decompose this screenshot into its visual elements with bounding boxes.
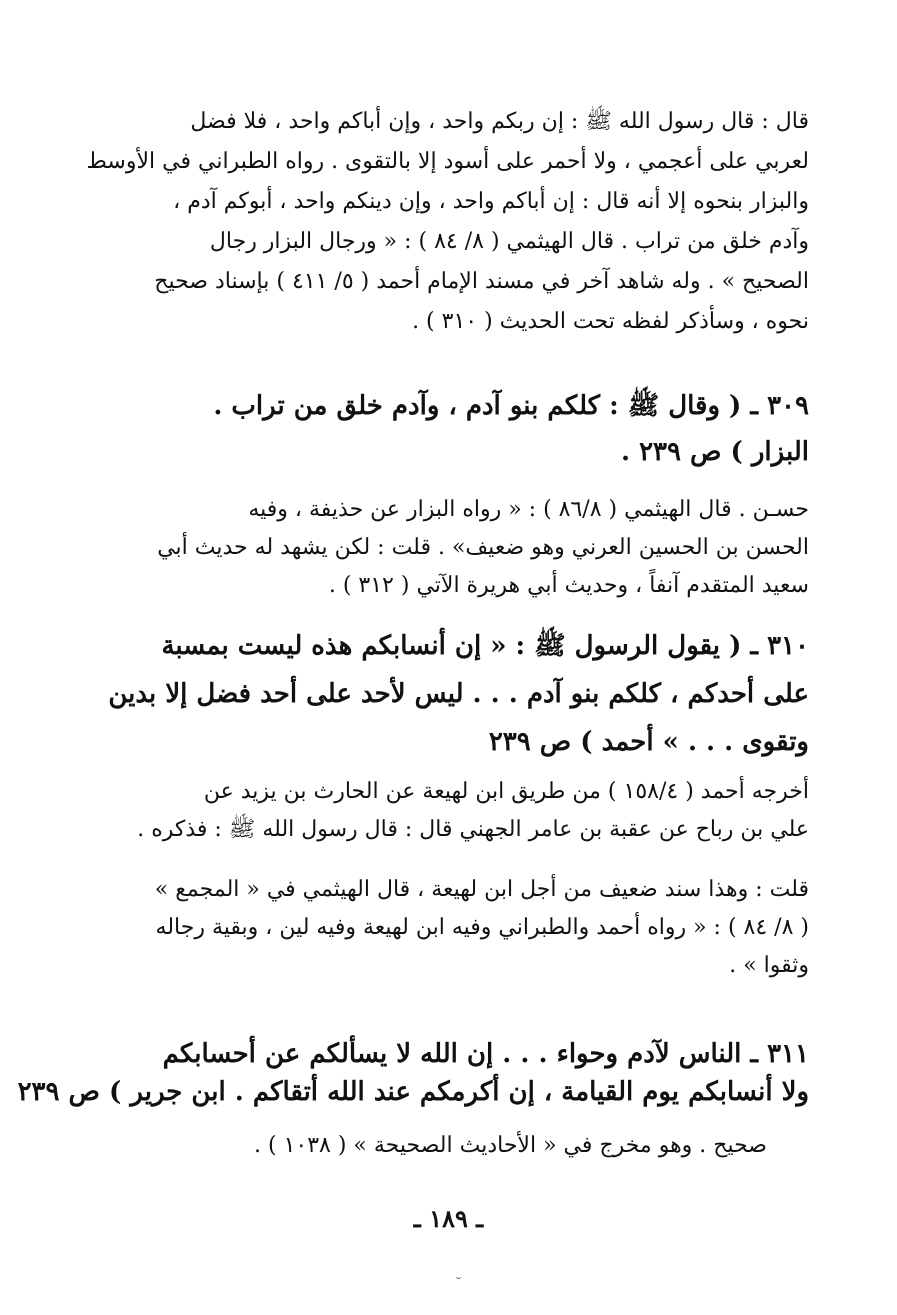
text-line: ( ٨/ ٨٤ ) : « رواه أحمد والطبراني وفيه ابن لهيعة وفيه لين ، وبقية رجاله (155, 915, 809, 940)
text-line: ٣٠٩ ـ ( وقال ﷺ : كلكم بنو آدم ، وآدم خلق من تراب . (213, 391, 809, 421)
text-line: سعيد المتقدم آنفاً ، وحديث أبي هريرة الآتي ( ٣١٢ ) . (328, 573, 809, 598)
scan-mark: ˘ (455, 1276, 462, 1292)
text-line: لعربي على أعجمي ، ولا أحمر على أسود إلا بالتقوى . رواه الطبراني في الأوسط (86, 149, 809, 174)
text-line: صحيح . وهو مخرج في « الأحاديث الصحيحة » ( ١٠٣٨ ) . (254, 1133, 767, 1158)
text-line: علي بن رباح عن عقبة بن عامر الجهني قال : قال رسول الله ﷺ : فذكره . (137, 817, 809, 842)
text-line: نحوه ، وسأذكر لفظه تحت الحديث ( ٣١٠ ) . (412, 309, 809, 334)
text-line: ٣١١ ـ الناس لآدم وحواء . . . إن الله لا يسألكم عن أحسابكم (162, 1039, 809, 1069)
text-line: وآدم خلق من تراب . قال الهيثمي ( ٨/ ٨٤ ) : « ورجال البزار رجال (209, 229, 809, 254)
text-line: الحسن بن الحسين العرني وهو ضعيف» . قلت : لكن يشهد له حديث أبي (157, 535, 809, 560)
text-line: ولا أنسابكم يوم القيامة ، إن أكرمكم عند الله أتقاكم . ابن جرير ) ص ٢٣٩ (17, 1077, 809, 1107)
text-line: الصحيح » . وله شاهد آخر في مسند الإمام أحمد ( ٥/ ٤١١ ) بإسناد صحيح (154, 269, 809, 294)
text-line: قال : قال رسول الله ﷺ : إن ربكم واحد ، وإن أباكم واحد ، فلا فضل (190, 109, 809, 134)
text-line: وتقوى . . . » أحمد ) ص ٢٣٩ (488, 727, 809, 757)
text-line: على أحدكم ، كلكم بنو آدم . . . ليس لأحد على أحد فضل إلا بدين (108, 679, 809, 709)
page-number: ـ ١٨٩ ـ (413, 1204, 484, 1233)
text-line: أخرجه أحمد ( ١٥٨/٤ ) من طريق ابن لهيعة عن الحارث بن يزيد عن (203, 779, 809, 804)
text-line: قلت : وهذا سند ضعيف من أجل ابن لهيعة ، قال الهيثمي في « المجمع » (154, 877, 809, 902)
text-line: وثقوا » . (729, 953, 809, 978)
text-line: ٣١٠ ـ ( يقول الرسول ﷺ : « إن أنسابكم هذه ليست بمسبة (161, 631, 809, 661)
text-line: البزار ) ص ٢٣٩ . (620, 437, 809, 467)
text-line: حسـن . قال الهيثمي ( ٨٦/٨ ) : « رواه البزار عن حذيفة ، وفيه (248, 497, 809, 522)
text-line: والبزار بنحوه إلا أنه قال : إن أباكم واحد ، وإن دينكم واحد ، أبوكم آدم ، (173, 189, 809, 214)
